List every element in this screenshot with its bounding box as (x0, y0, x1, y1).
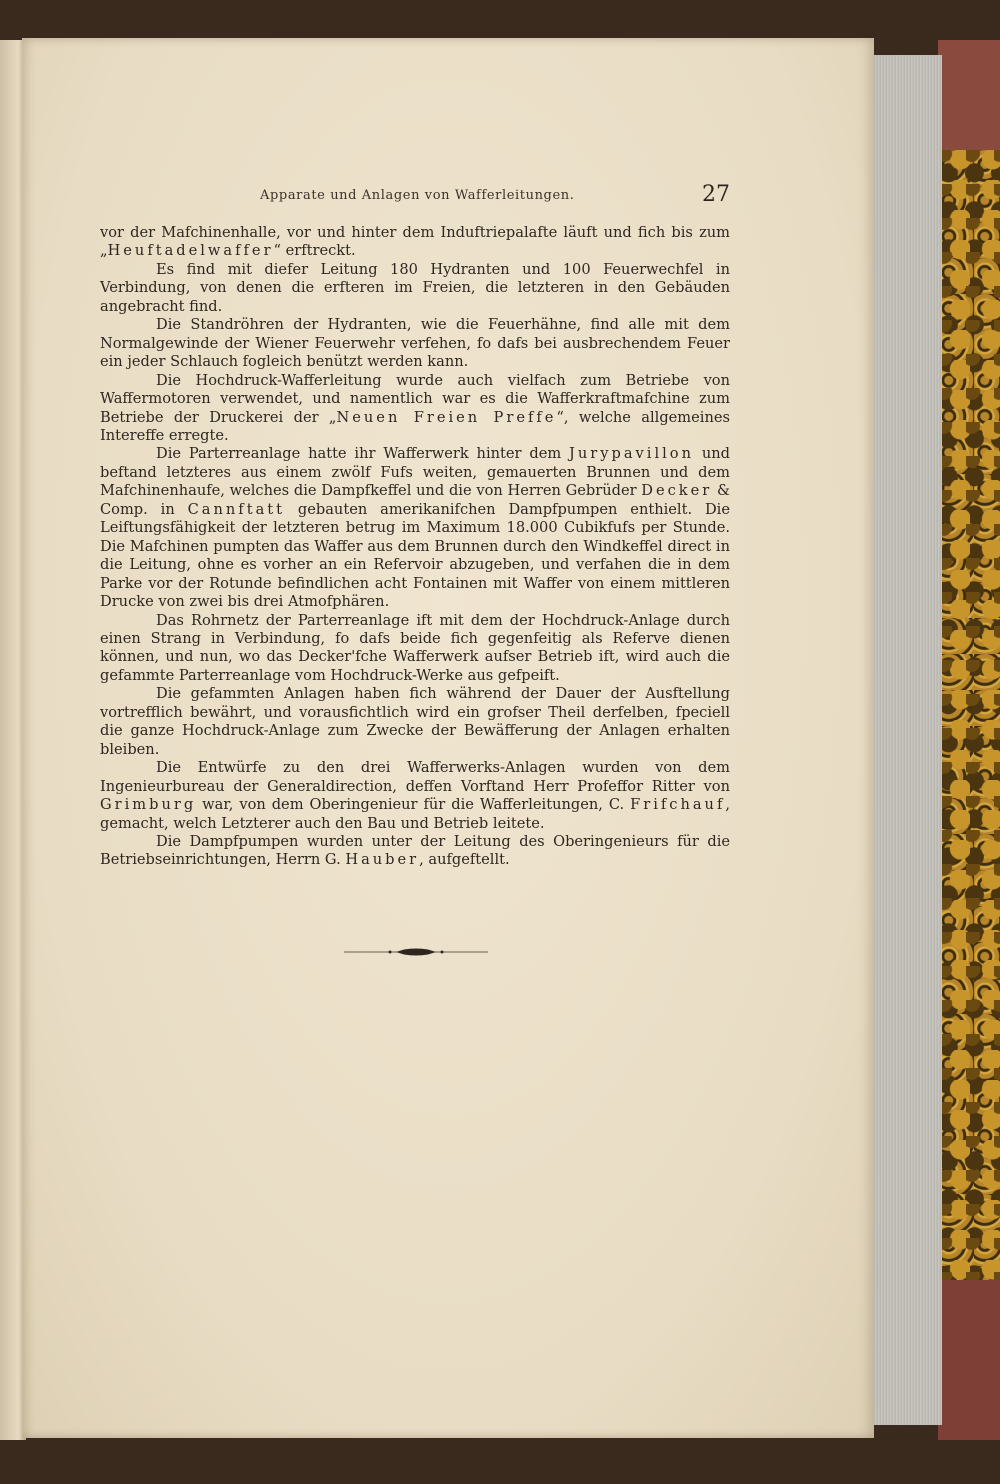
book-cover-top (938, 40, 1000, 155)
spaced-name: Jurypavillon (569, 445, 694, 463)
paragraph-9 (100, 833, 730, 870)
text-run: “, welche allgemeines Intereffe erregte. (100, 408, 730, 444)
text-run: “ erftreckt. (273, 242, 356, 260)
marbled-cover (938, 150, 1000, 1280)
spaced-name: Neuen Freien Preffe (336, 408, 557, 426)
paragraph-4 (100, 372, 730, 446)
text-run: , gemacht, welch Letzterer auch den Bau und Betrieb leitete. (100, 796, 730, 832)
spaced-name: Decker (641, 482, 713, 500)
paragraph-1 (100, 224, 730, 261)
page-header (260, 184, 730, 214)
text-run: , aufgeftellt. (419, 851, 510, 869)
text-run: & Comp. in (100, 482, 730, 518)
book-cover-bottom (938, 1280, 1000, 1440)
text-run: Die Hochdruck-Wafferleitung wurde auch vielfach zum Betriebe von Waffermotoren verwendet, und namentlich war es die Wafferkraftmafchine zum Betriebe der Druckerei der „ (100, 371, 730, 426)
paragraph-8 (100, 759, 730, 833)
paragraph-7: Die gefammten Anlagen haben fich während der Dauer der Ausftellung vortrefflich bewährt, und vorausfichtlich wird ein grofser Theil derfelben, fpeciell die ganze Hochdruck-Anlage zum Zwecke der Bewäfferung der Anlagen erhalten bleiben. (100, 685, 730, 758)
text-run: war, von dem Oberingenieur für die Wafferleitungen, C. (196, 796, 631, 814)
spaced-name: Hauber (345, 851, 420, 869)
text-run: und beftand letzteres aus einem zwölf Fufs weiten, gemauerten Brunnen und dem Mafchinenhaufe, welches die Dampfkeffel und die von Herren Gebrüder (100, 445, 731, 500)
body-text (100, 224, 730, 870)
page-stack-edge (872, 55, 942, 1425)
spaced-name: Grimburg (100, 796, 197, 814)
text-run: gebauten amerikanifchen Dampfpumpen enthielt. Die Leiftungsfähigkeit der letzteren betrug im Maximum 18.000 Cubikfufs per Stunde. Die Mafchinen pumpten das Waffer aus dem Brunnen durch den Windkeffel direct in die Leitung, ohne es vorher an ein Refervoir abzugeben, und verfahen die in dem Parke vor der Rotunde befindlichen acht Fontainen mit Waffer von einem mittleren Drucke von zwei bis drei Atmofphären. (100, 500, 730, 611)
paragraph-5 (100, 445, 730, 611)
paragraph-3: Die Standröhren der Hydranten, wie die Feuerhähne, find alle mit dem Normalgewinde der Wiener Feuerwehr verfehen, fo dafs bei ausbrechendem Feuer ein jeder Schlauch fogleich benützt werden kann. (100, 316, 730, 371)
page-number: 27 (702, 182, 730, 207)
spaced-name: Heuftadelwaffer (107, 242, 274, 260)
spaced-name: Cannftatt (187, 500, 286, 518)
text-run: vor der Mafchinenhalle, vor und hinter dem Induftriepalafte läuft und fich bis zum „ (100, 224, 730, 260)
paragraph-6: Das Rohrnetz der Parterreanlage ift mit dem der Hochdruck-Anlage durch einen Strang in Verbindung, fo dafs beide fich gegenfeitig als Referve dienen können, und nun, wo das Decker'fche Wafferwerk aufser Betrieb ift, wird auch die gefammte Parterreanlage vom Hochdruck-Werke aus gefpeift. (100, 611, 730, 684)
end-ornament (344, 946, 488, 958)
spaced-name: Frifchauf (630, 796, 726, 814)
text-run: Die Entwürfe zu den drei Wafferwerks-Anlagen wurden von dem Ingenieurbureau der Generaldirection, deffen Vorftand Herr Profeffor Ritter von (100, 759, 730, 795)
text-run: Die Dampfpumpen wurden unter der Leitung des Oberingenieurs für die Betriebseinrichtungen, Herrn G. (100, 832, 730, 869)
running-head: Apparate und Anlagen von Wafferleitungen. (260, 188, 575, 203)
text-run: Die Parterreanlage hatte ihr Wafferwerk hinter dem (156, 445, 570, 463)
paragraph-2: Es find mit diefer Leitung 180 Hydranten und 100 Feuerwechfel in Verbindung, von denen die erfteren im Freien, die letzteren in den Gebäuden angebracht find. (100, 260, 730, 315)
